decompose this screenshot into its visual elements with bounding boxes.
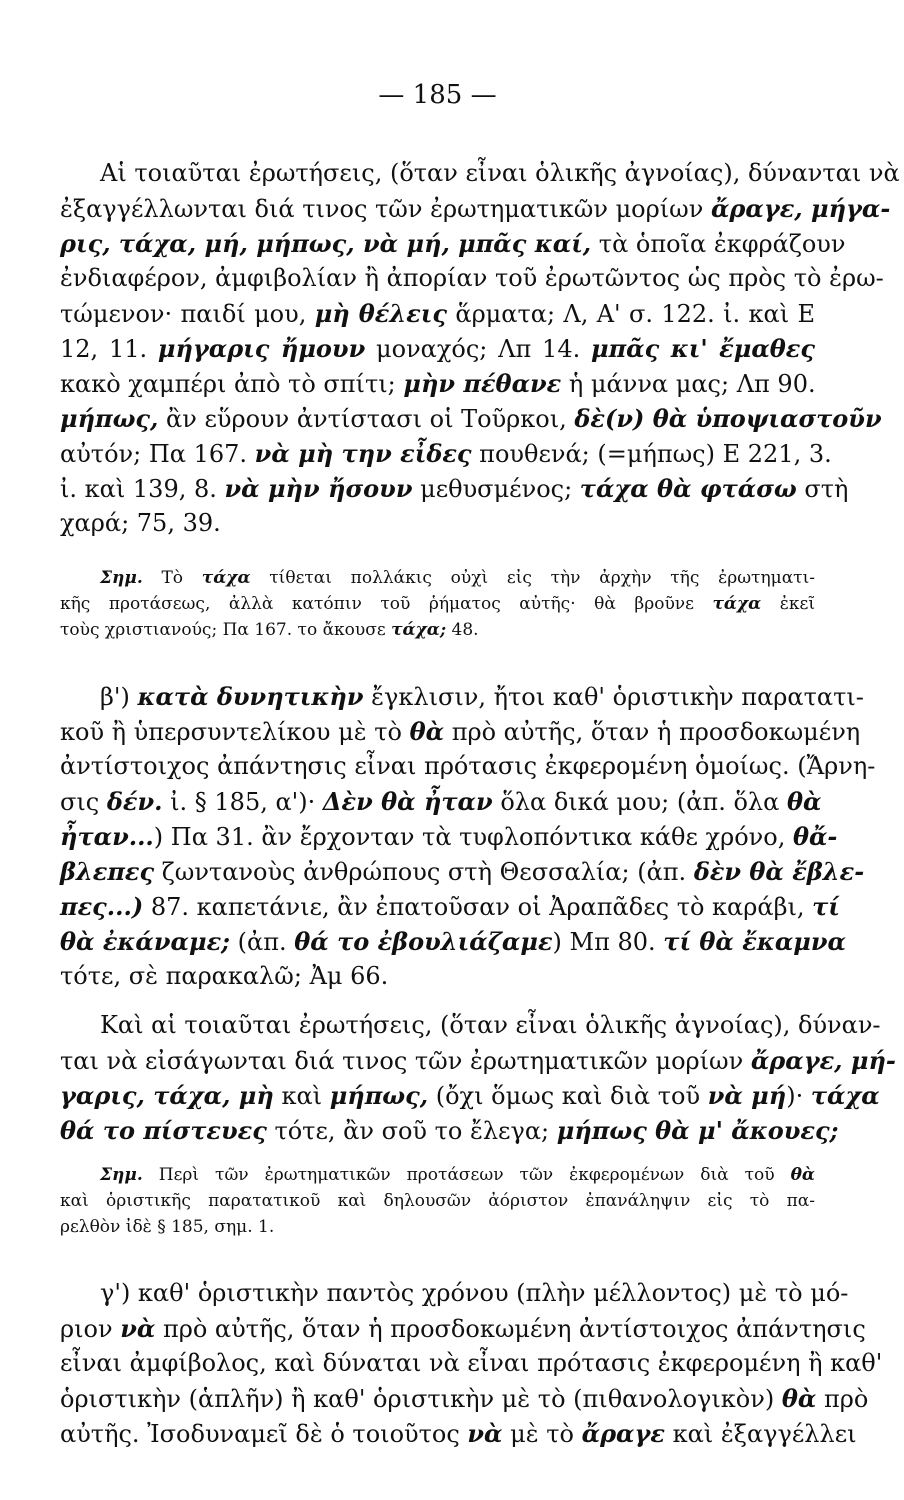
text-line: [60, 591, 815, 617]
text-run: τώμενον· παιδί μου,: [60, 300, 315, 328]
emphasis-text: κατὰ δυνητικὴν: [137, 682, 364, 711]
text-line: [60, 366, 815, 401]
text-run: ρελθὸν ἰδὲ § 185, σημ. 1.: [60, 1217, 275, 1237]
text-run: πρὸ αὐτῆς, ὅταν ἡ προσδοκωμένη ἀντίστοιχος ἀπάντησις: [155, 1315, 866, 1343]
text-line: [60, 959, 815, 994]
emphasis-text: μήπως,: [329, 1081, 429, 1110]
text-line: [60, 1416, 857, 1451]
emphasis-text: Σημ.: [100, 1165, 143, 1185]
emphasis-text: μήγαρις ἤμουν: [157, 334, 366, 363]
text-line: [60, 1162, 815, 1188]
paragraph-oristiki: [60, 1276, 883, 1451]
text-run: καὶ: [273, 1082, 330, 1110]
emphasis-text: θὰ ἐκάναμε;: [60, 927, 231, 956]
text-run: ) Πα 31. ἂν ἔρχονταν τὰ τυφλοπόντικα κάθε χρόνο,: [153, 823, 793, 851]
text-run: )·: [786, 1082, 811, 1110]
emphasis-text: μπᾶς κι' ἔμαθες: [591, 334, 816, 363]
emphasis-text: ἄραγε: [581, 1419, 665, 1448]
emphasis-text: βλεπες: [60, 857, 155, 886]
text-line: [60, 156, 900, 191]
text-run: ) Μπ 80.: [552, 928, 664, 956]
text-run: τοὺς χριστιανούς; Πα 167. το ἄκουσε: [60, 620, 392, 640]
page-number: — 185 —: [378, 80, 497, 110]
text-line: [60, 226, 846, 261]
emphasis-text: μὴ θέλεις: [314, 299, 448, 328]
emphasis-text: τάχα θὰ φτάσω: [579, 474, 797, 503]
text-line: [60, 471, 849, 506]
text-line: [60, 784, 822, 819]
text-line: [60, 749, 876, 784]
text-run: 87. καπετάνιε, ἂν ἐπατοῦσαν οἱ Ἀραπᾶδες τὸ καράβι,: [143, 893, 813, 921]
text-line: [60, 714, 861, 749]
emphasis-text: τάχα: [712, 594, 762, 614]
emphasis-text: τί: [812, 892, 840, 921]
emphasis-text: θὰ: [790, 1165, 815, 1185]
text-line: [60, 191, 891, 226]
emphasis-text: δὲν θὰ ἔβλε-: [693, 857, 865, 886]
text-run: ἰ. § 185, α')·: [162, 788, 323, 816]
text-run: πουθενά; (=μήπως) Ε 221, 3.: [471, 440, 832, 468]
paragraph-dynitiki: [60, 679, 876, 994]
text-run: σις: [60, 788, 107, 816]
text-run: ὁριστικὴν (ἁπλῆν) ἢ καθ' ὁριστικὴν μὲ τὸ (πιθανολογικὸν): [60, 1385, 782, 1413]
paragraph-eisagontai: [60, 1008, 896, 1148]
emphasis-text: τάχα: [810, 1081, 880, 1110]
text-run: αὐτῆς. Ἰσοδυναμεῖ δὲ ὁ τοιοῦτος: [60, 1420, 468, 1448]
text-run: (ὄχι ὅμως καὶ διὰ τοῦ: [428, 1082, 708, 1110]
text-line: [60, 924, 846, 959]
text-run: μεθυσμένος;: [412, 475, 580, 503]
emphasis-text: θὰ: [781, 1384, 817, 1413]
text-run: 48.: [446, 620, 479, 640]
text-run: ἐκεῖ: [761, 594, 816, 614]
text-run: ἰ. καὶ 139, 8.: [60, 475, 225, 503]
text-run: ἂν εὕρουν ἀντίστασι οἱ Τοῦρκοι,: [158, 405, 575, 433]
text-line: [60, 1008, 881, 1043]
text-run: χαρά; 75, 39.: [60, 509, 221, 537]
text-run: πρὸ: [816, 1385, 869, 1413]
emphasis-text: γαρις, τάχα, μὴ: [60, 1081, 274, 1110]
emphasis-text: Δὲν θὰ ἦταν: [322, 787, 493, 816]
text-run: τότε, σὲ παρακαλῶ; Ἀμ 66.: [60, 962, 389, 990]
emphasis-text: ἄραγε, μή-: [750, 1046, 896, 1075]
text-run: καὶ ὁριστικῆς παρατατικοῦ καὶ δηλουσῶν ἀόριστον ἐπανάληψιν εἰς τὸ πα-: [60, 1191, 815, 1211]
text-run: μὲ τὸ: [502, 1420, 582, 1448]
text-run: μοναχός; Λπ 14.: [365, 335, 591, 363]
text-line: [60, 854, 865, 889]
text-line: [60, 436, 832, 471]
text-line: [60, 1188, 815, 1214]
emphasis-text: τάχα: [201, 568, 251, 588]
text-run: εἶναι ἀμφίβολος, καὶ δύναται νὰ εἶναι πρότασις ἐκφερομένη ἢ καθ': [60, 1349, 883, 1377]
emphasis-text: ἦταν...: [60, 822, 154, 851]
text-line: [60, 296, 815, 331]
text-run: στὴ: [796, 475, 849, 503]
emphasis-text: θὰ: [786, 787, 822, 816]
text-line: [60, 1078, 880, 1113]
text-line: [60, 1276, 849, 1311]
text-line: [60, 1043, 896, 1078]
text-run: ζωντανοὺς ἀνθρώπους στὴ Θεσσαλία; (ἀπ.: [154, 858, 694, 886]
emphasis-text: Σημ.: [100, 568, 143, 588]
text-run: ἔγκλισιν, ἤτοι καθ' ὁριστικὴν παρατατι-: [363, 683, 864, 711]
emphasis-text: νὰ: [467, 1419, 503, 1448]
emphasis-text: ἄραγε, μήγα-: [710, 194, 891, 223]
text-line: [60, 1381, 869, 1416]
text-run: αὐτόν; Πα 167.: [60, 440, 255, 468]
emphasis-text: μὴν πέθανε: [403, 369, 562, 398]
text-run: ἡ μάννα μας; Λπ 90.: [561, 370, 816, 398]
text-run: ἐνδιαφέρον, ἀμφιβολίαν ἢ ἀπορίαν τοῦ ἐρωτῶντος ὡς πρὸς τὸ ἐρω-: [60, 264, 884, 292]
text-run: ἀντίστοιχος ἀπάντησις εἶναι πρότασις ἐκφερομένη ὁμοίως. (Ἄρνη-: [60, 752, 876, 780]
note-tacha: [60, 565, 815, 643]
text-line: [60, 617, 815, 643]
emphasis-text: νὰ: [120, 1314, 156, 1343]
emphasis-text: νὰ μή: [707, 1081, 787, 1110]
emphasis-text: νὰ μὴ την εἶδες: [254, 439, 472, 468]
text-line: [60, 261, 884, 296]
text-line: [60, 1311, 866, 1346]
text-line: [60, 506, 815, 541]
text-run: τὰ ὁποῖα ἐκφράζουν: [591, 230, 846, 258]
paragraph-questions-intro: [60, 156, 900, 541]
text-run: (ἀπ.: [230, 928, 295, 956]
text-run: κοῦ ἢ ὑπερσυντελίκου μὲ τὸ: [60, 718, 410, 746]
emphasis-text: θά το πίστευες: [60, 1116, 267, 1145]
emphasis-text: τάχα;: [391, 620, 447, 640]
text-line: [60, 331, 815, 366]
text-run: γ') καθ' ὁριστικὴν παντὸς χρόνου (πλὴν μέλλοντος) μὲ τὸ μό-: [100, 1279, 849, 1307]
emphasis-text: δὲ(ν) θὰ ὑποψιαστοῦν: [574, 404, 882, 433]
emphasis-text: τί θὰ ἔκαμνα: [663, 927, 846, 956]
text-run: ριον: [60, 1315, 121, 1343]
text-run: πρὸ αὐτῆς, ὅταν ἡ προσδοκωμένη: [444, 718, 861, 746]
text-line: [60, 1214, 815, 1240]
text-line: [60, 401, 882, 436]
text-line: [60, 889, 840, 924]
text-line: [60, 819, 838, 854]
text-run: Περὶ τῶν ἐρωτηματικῶν προτάσεων τῶν ἐκφερομένων διὰ τοῦ: [142, 1165, 791, 1185]
text-line: [60, 1346, 883, 1381]
emphasis-text: δέν.: [106, 787, 163, 816]
book-page: [60, 80, 900, 1451]
text-run: ἅρματα; Λ, Α' σ. 122. ἰ. καὶ Ε: [447, 300, 815, 328]
text-line: [60, 1113, 839, 1148]
text-run: κακὸ χαμπέρι ἀπὸ τὸ σπίτι;: [60, 370, 404, 398]
emphasis-text: μήπως θὰ μ' ἄκουες;: [556, 1116, 839, 1145]
text-run: τότε, ἂν σοῦ το ἔλεγα;: [266, 1117, 557, 1145]
emphasis-text: πες...): [60, 892, 144, 921]
text-run: ἐξαγγέλλωνται διά τινος τῶν ἐρωτηματικῶν μορίων: [60, 195, 711, 223]
text-run: β'): [100, 683, 138, 711]
text-run: καὶ ἐξαγγέλλει: [664, 1420, 857, 1448]
text-line: [60, 565, 815, 591]
emphasis-text: θἄ-: [792, 822, 838, 851]
text-line: [60, 679, 864, 714]
emphasis-text: ρις, τάχα, μή, μήπως, νὰ μή, μπᾶς καί,: [60, 229, 592, 258]
emphasis-text: μήπως,: [60, 404, 159, 433]
note-erotimatikes: [60, 1162, 815, 1240]
text-run: τίθεται πολλάκις οὐχὶ εἰς τὴν ἀρχὴν τῆς ἐρωτηματι-: [250, 568, 815, 588]
text-run: 12, 11.: [60, 335, 158, 363]
emphasis-text: νὰ μὴν ἤσουν: [224, 474, 413, 503]
text-run: Τὸ: [142, 568, 202, 588]
text-run: ὅλα δικά μου; (ἀπ. ὅλα: [492, 788, 787, 816]
text-run: ται νὰ εἰσάγωνται διά τινος τῶν ἐρωτηματικῶν μορίων: [60, 1047, 751, 1075]
text-run: κῆς προτάσεως, ἀλλὰ κατόπιν τοῦ ῥήματος αὐτῆς· θὰ βροῦνε: [60, 594, 713, 614]
emphasis-text: θὰ: [409, 717, 445, 746]
emphasis-text: θά το ἐβουλιάζαμε: [294, 927, 553, 956]
text-run: Καὶ αἱ τοιαῦται ἐρωτήσεις, (ὅταν εἶναι ὁλικῆς ἀγνοίας), δύναν-: [100, 1011, 881, 1039]
text-run: Αἱ τοιαῦται ἐρωτήσεις, (ὅταν εἶναι ὁλικῆς ἀγνοίας), δύνανται νὰ: [100, 159, 900, 187]
